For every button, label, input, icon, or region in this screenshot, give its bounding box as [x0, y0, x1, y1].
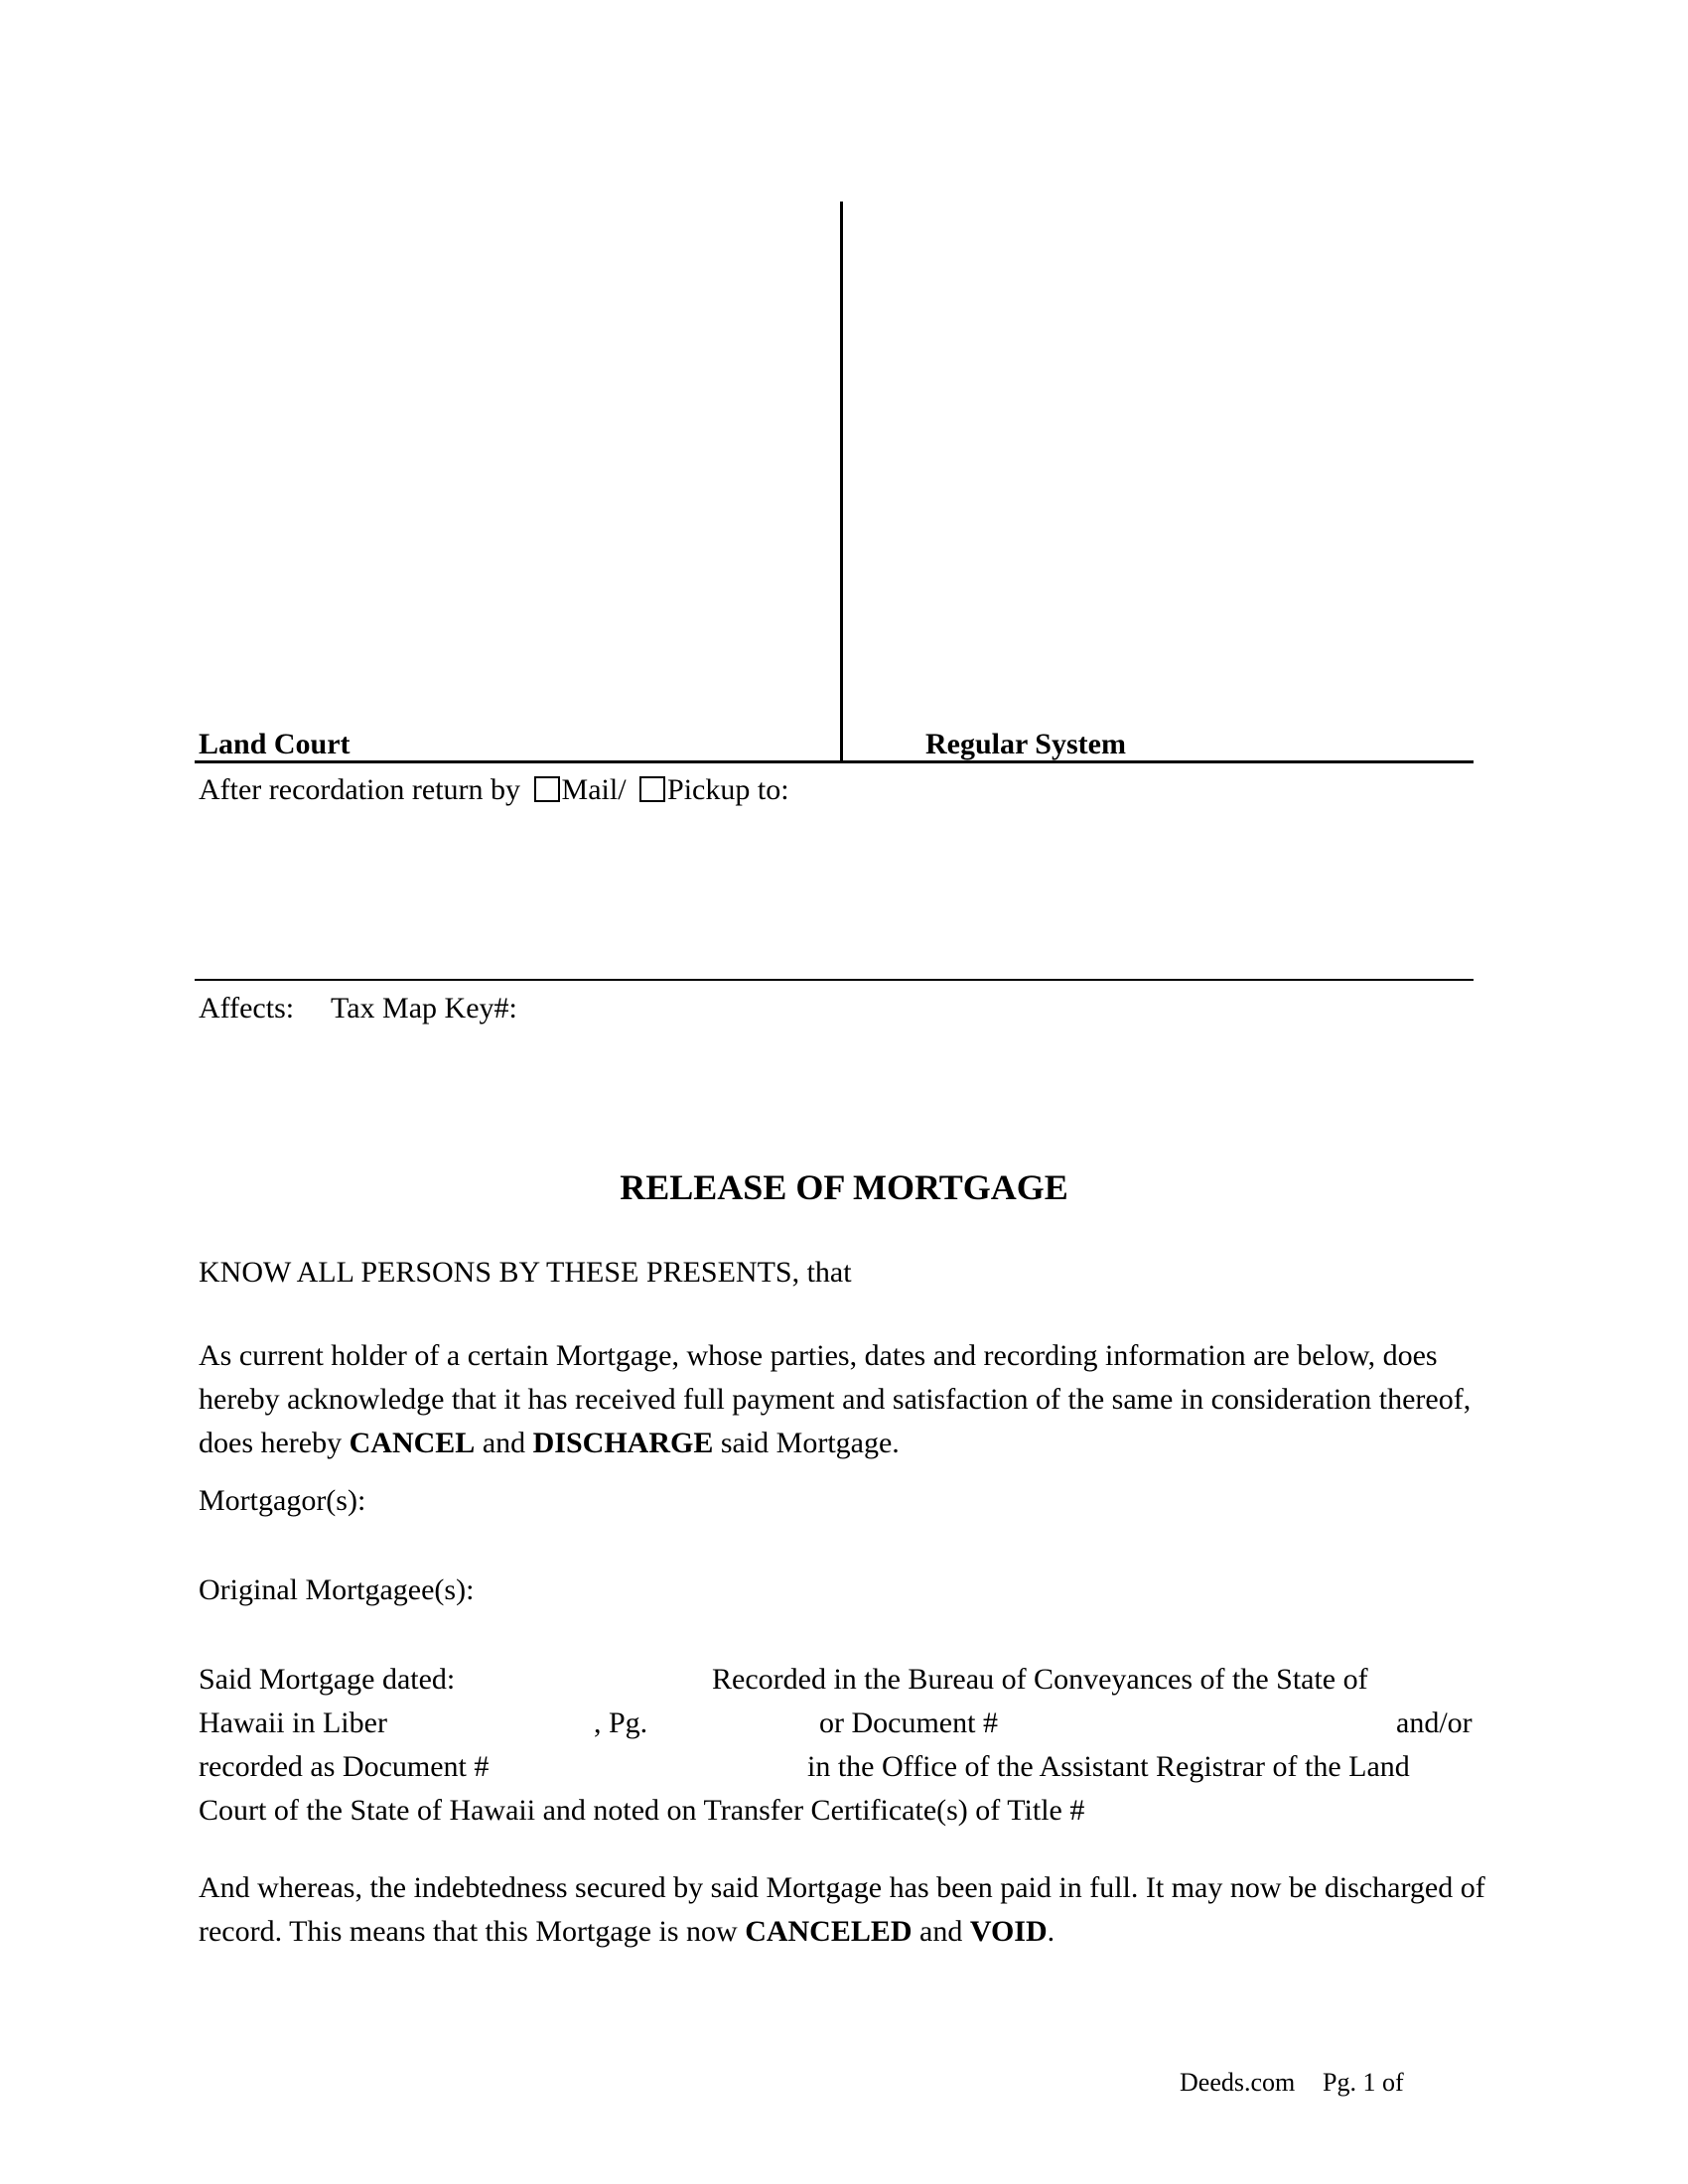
hawaii-liber-label: Hawaii in Liber	[199, 1706, 387, 1739]
whereas-end: .	[1047, 1915, 1055, 1948]
discharge-term: DISCHARGE	[532, 1427, 714, 1459]
transfer-certificate-line: Court of the State of Hawaii and noted on Transfer Certificate(s) of Title #	[199, 1794, 1085, 1827]
tax-map-key-label: Tax Map Key#:	[331, 992, 517, 1024]
whereas-conjunction: and	[912, 1915, 970, 1948]
release-end: said Mortgage.	[713, 1427, 900, 1459]
page-label: , Pg.	[594, 1706, 648, 1739]
footer-site: Deeds.com	[1180, 2068, 1296, 2097]
document-title: RELEASE OF MORTGAGE	[620, 1167, 1068, 1207]
assistant-registrar-text: in the Office of the Assistant Registrar of the Land	[807, 1750, 1410, 1783]
mail-checkbox[interactable]	[534, 776, 560, 802]
return-prefix: After recordation return by	[199, 773, 521, 806]
mortgage-dated-label: Said Mortgage dated:	[199, 1663, 456, 1696]
recorded-bureau-text: Recorded in the Bureau of Conveyances of the State of	[712, 1663, 1368, 1696]
mortgagors-label: Mortgagor(s):	[199, 1484, 366, 1517]
void-term: VOID	[969, 1915, 1048, 1948]
release-paragraph	[199, 1334, 1489, 1465]
recording-divider-horizontal	[195, 760, 1474, 763]
regular-system-label: Regular System	[925, 728, 1126, 760]
and-or-label: and/or	[1396, 1706, 1473, 1739]
original-mortgagees-label: Original Mortgagee(s):	[199, 1573, 475, 1606]
pickup-label: Pickup to:	[667, 773, 789, 806]
return-instructions	[199, 772, 789, 808]
release-text: As current holder of a certain Mortgage, whose parties, dates and recording information are below, does hereby acknowledge that it has received full payment and satisfaction of the same in consideration thereof, does hereby	[199, 1339, 1472, 1459]
canceled-term: CANCELED	[745, 1915, 913, 1948]
footer-page-number: Pg. 1 of	[1323, 2068, 1404, 2097]
mail-label: Mail/	[561, 773, 627, 806]
land-court-label: Land Court	[199, 728, 351, 760]
return-address-line	[195, 979, 1474, 981]
intro-line: KNOW ALL PERSONS BY THESE PRESENTS, that	[199, 1256, 852, 1289]
pickup-checkbox[interactable]	[639, 776, 665, 802]
recorded-as-document-label: recorded as Document #	[199, 1750, 490, 1783]
whereas-paragraph	[199, 1866, 1489, 1954]
whereas-text: And whereas, the indebtedness secured by said Mortgage has been paid in full. It may now be discharged of record. This means that this Mortgage is now	[199, 1871, 1485, 1948]
release-conjunction: and	[475, 1427, 533, 1459]
recording-divider-vertical	[840, 202, 843, 763]
cancel-term: CANCEL	[349, 1427, 476, 1459]
or-document-label: or Document #	[819, 1706, 998, 1739]
affects-label: Affects:	[199, 992, 295, 1024]
